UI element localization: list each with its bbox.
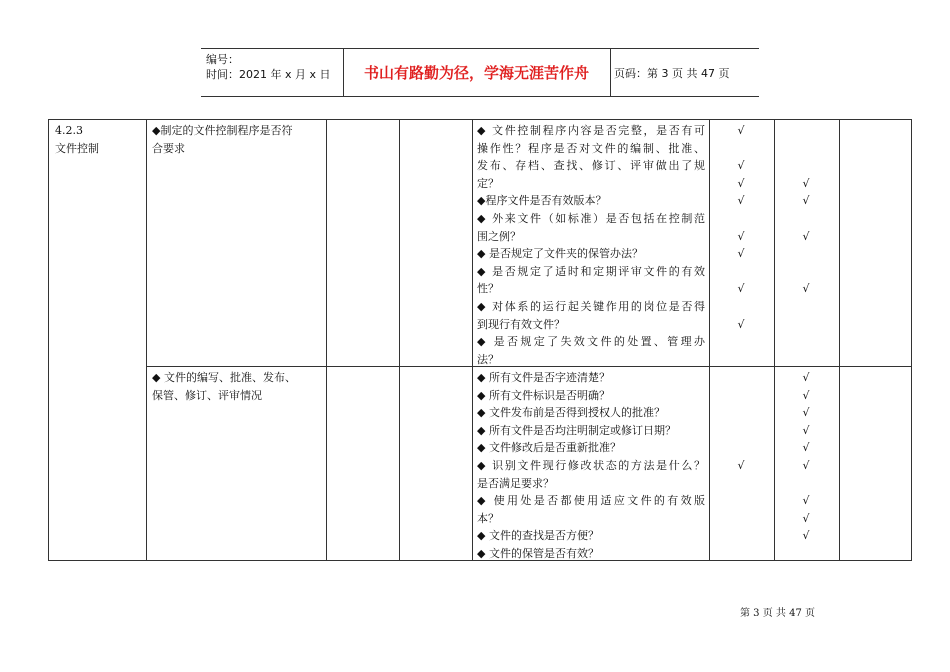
- question-line: 性？: [477, 282, 499, 296]
- column-divider: [326, 120, 327, 560]
- question-line: ◆ 文件的查找是否方便？: [477, 529, 599, 543]
- question-line: 是否满足要求？: [477, 476, 554, 490]
- question-line: 到现行有效文件？: [477, 317, 565, 331]
- requirement-line: 合要求: [152, 141, 185, 155]
- requirement-cell: [152, 369, 296, 404]
- document-number-label: 编号：: [206, 53, 239, 66]
- question-line: 操作性？程序是否对文件的编制、批准、: [477, 141, 705, 155]
- check-mark: √: [737, 459, 745, 472]
- question-line: ◆ 所有文件是否均注明制定或修订日期？: [477, 423, 676, 437]
- document-time-label: 时间：2021 年 x 月 x 日: [206, 68, 331, 81]
- question-line: ◆ 识别文件现行修改状态的方法是什么？: [477, 458, 705, 472]
- check-mark: √: [737, 176, 745, 190]
- question-line: ◆ 是否规定了文件夹的保管办法？: [477, 247, 643, 261]
- column-divider: [472, 120, 473, 560]
- questions-cell: [477, 122, 705, 368]
- question-line: ◆ 文件控制程序内容是否完整，是否有可: [477, 124, 705, 137]
- question-line: ◆程序文件是否有效版本？: [477, 194, 607, 208]
- question-line: ◆ 文件发布前是否得到授权人的批准？: [477, 406, 665, 420]
- column-divider: [399, 120, 400, 560]
- audit-table: [48, 119, 912, 561]
- requirement-cell: [152, 122, 292, 157]
- check-mark: √: [802, 282, 810, 296]
- column-divider: [709, 120, 710, 560]
- question-line: ◆ 文件的保管是否有效？: [477, 546, 599, 560]
- question-line: ◆ 文件修改后是否重新批准？: [477, 441, 621, 455]
- check-mark: √: [737, 317, 745, 331]
- check-mark: √: [802, 423, 810, 437]
- check-mark: √: [802, 371, 810, 384]
- question-line: 法？: [477, 352, 499, 366]
- check-mark: √: [802, 388, 810, 402]
- clause-cell: [55, 122, 99, 157]
- clause-title: 文件控制: [55, 141, 99, 155]
- question-line: 围之例？: [477, 229, 521, 243]
- question-line: ◆ 外来文件（如标准）是否包括在控制范: [477, 211, 705, 225]
- question-line: ◆ 是否规定了失效文件的处置、管理办: [477, 335, 705, 349]
- check-mark: √: [737, 194, 745, 208]
- check-mark: √: [802, 194, 810, 208]
- questions-cell: [477, 369, 705, 563]
- check-mark: √: [737, 282, 745, 296]
- check-mark: √: [737, 124, 745, 137]
- check-mark: √: [802, 529, 810, 543]
- question-line: ◆ 对体系的运行起关键作用的岗位是否得: [477, 299, 705, 313]
- requirement-line: ◆ 文件的编写、批准、发布、: [152, 371, 296, 384]
- header-divider: [610, 49, 611, 96]
- question-line: 定？: [477, 176, 499, 190]
- question-line: 本？: [477, 511, 499, 525]
- requirement-line: ◆制定的文件控制程序是否符: [152, 124, 293, 137]
- check-mark: √: [802, 176, 810, 190]
- page-footer: 第 3 页 共 47 页: [740, 608, 815, 619]
- check-mark: √: [802, 494, 810, 508]
- check-mark: √: [737, 247, 745, 261]
- requirement-line: 保管、修订、评审情况: [152, 388, 262, 402]
- question-line: ◆ 所有文件是否字迹清楚？: [477, 371, 610, 384]
- question-line: ◆ 使用处是否都使用适应文件的有效版: [477, 494, 705, 508]
- check-mark: √: [802, 229, 810, 243]
- check-mark: √: [802, 511, 810, 525]
- check-mark: √: [737, 229, 745, 243]
- check-mark: √: [802, 459, 810, 472]
- question-line: ◆ 是否规定了适时和定期评审文件的有效: [477, 264, 705, 278]
- header-left: [206, 52, 331, 82]
- page-header: [201, 48, 759, 97]
- header-page-info: 页码：第 3 页 共 47 页: [614, 67, 730, 80]
- check-mark: √: [802, 406, 810, 420]
- check-mark: √: [737, 159, 745, 173]
- question-line: 发布、存档、查找、修订、评审做出了规: [477, 159, 705, 173]
- column-divider: [839, 120, 840, 560]
- column-divider: [146, 120, 147, 560]
- question-line: ◆ 所有文件标识是否明确？: [477, 388, 610, 402]
- check-mark: √: [802, 441, 810, 455]
- header-motto: 书山有路勤为径，学海无涯苦作舟: [363, 64, 589, 82]
- column-divider: [774, 120, 775, 560]
- clause-number: 4.2.3: [55, 124, 83, 137]
